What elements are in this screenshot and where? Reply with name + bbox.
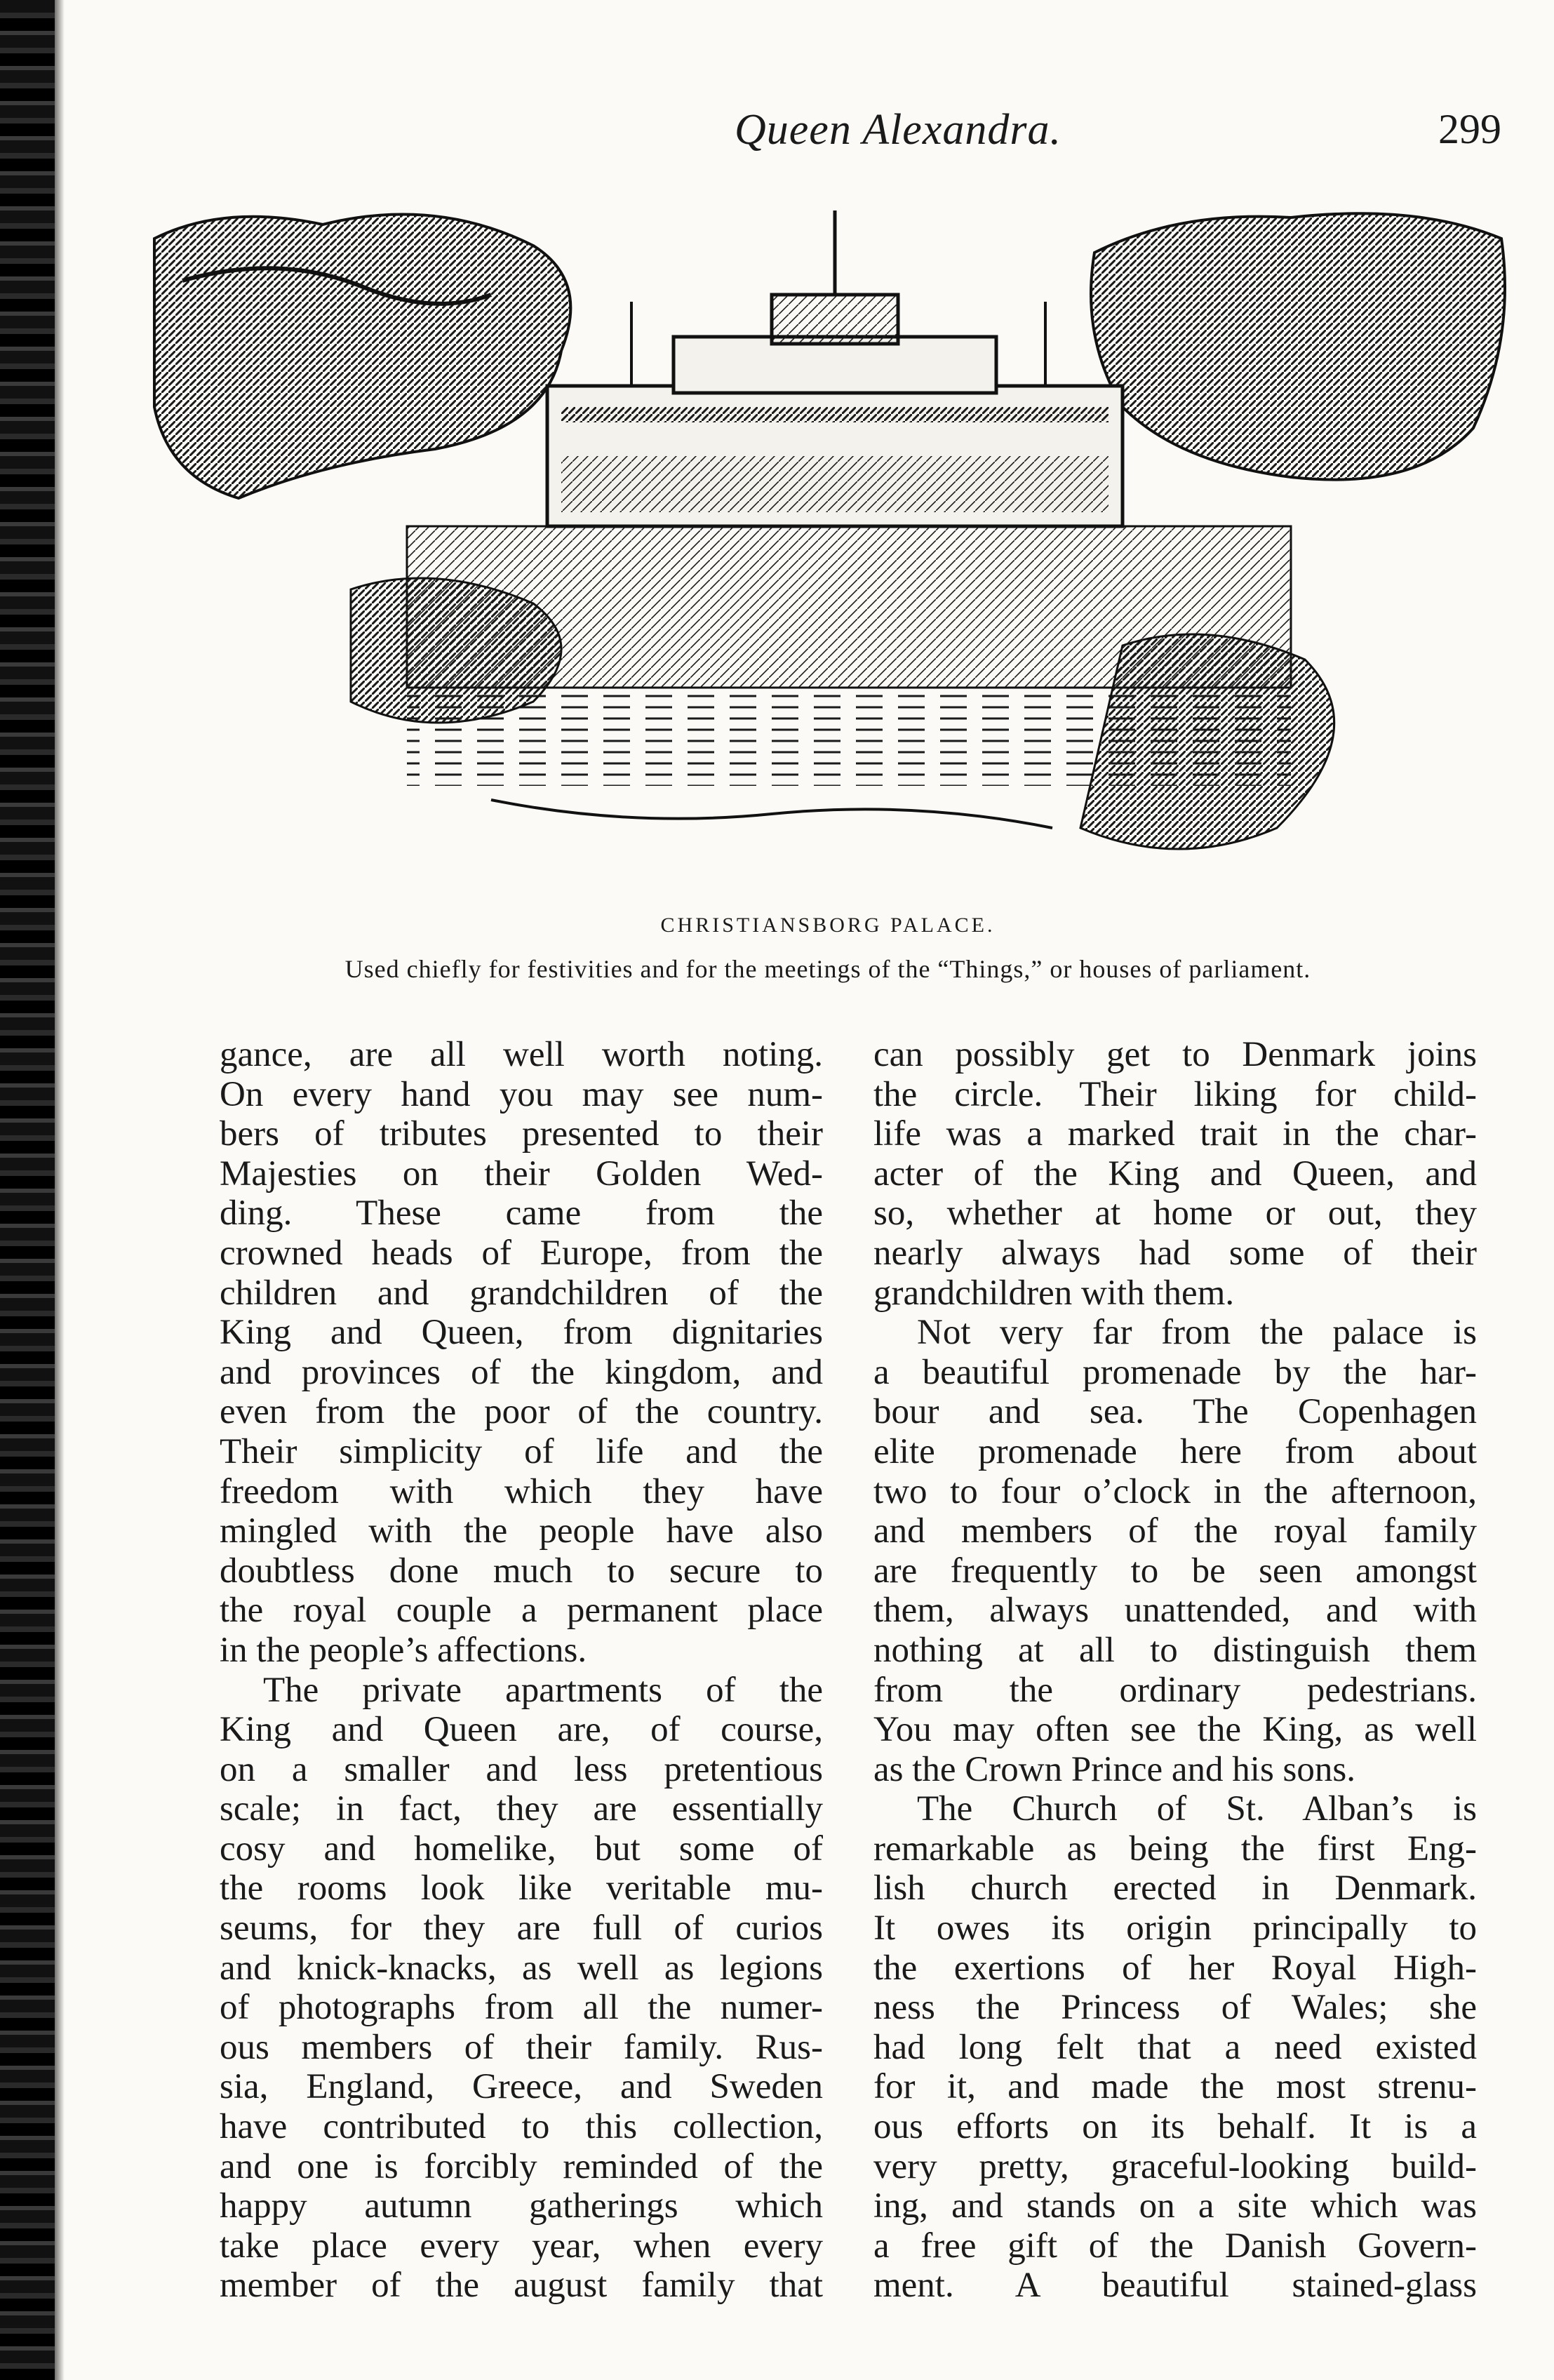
text-line: happy autumn gatherings which	[220, 2186, 823, 2226]
text-line: King and Queen are, of course,	[220, 1710, 823, 1750]
palace-building	[547, 210, 1123, 526]
text-line: remarkable as being the first Eng-	[873, 1829, 1477, 1868]
text-line: had long felt that a need existed	[873, 2027, 1477, 2067]
text-line: nothing at all to distinguish them	[873, 1630, 1477, 1670]
text-line: and members of the royal family	[873, 1511, 1477, 1551]
text-line: freedom with which they have	[220, 1471, 823, 1511]
text-line: The Church of St. Alban’s is	[917, 1789, 1477, 1829]
text-line: sia, England, Greece, and Sweden	[220, 2067, 823, 2107]
text-line: the exertions of her Royal High-	[873, 1948, 1477, 1988]
page-number: 299	[1438, 106, 1501, 152]
right-trees	[1091, 213, 1505, 479]
text-line: two to four o’clock in the afternoon,	[873, 1471, 1477, 1511]
text-line: The private apartments of the	[263, 1670, 823, 1710]
palace-illustration	[140, 196, 1515, 912]
text-line: Not very far from the palace is	[917, 1313, 1477, 1353]
text-line: and knick-knacks, as well as legions	[220, 1948, 823, 1988]
text-line: take place every year, when every	[220, 2226, 823, 2266]
text-line: so, whether at home or out, they	[873, 1194, 1477, 1234]
text-line: Majesties on their Golden Wed-	[220, 1154, 823, 1194]
text-line: a beautiful promenade by the har-	[873, 1352, 1477, 1392]
text-line: seums, for they are full of curios	[220, 1908, 823, 1948]
text-line: and provinces of the kingdom, and	[220, 1352, 823, 1392]
figure-caption-title: CHRISTIANSBORG PALACE.	[660, 914, 996, 937]
text-line: for it, and made the most strenu-	[873, 2067, 1477, 2107]
text-line: very pretty, graceful-looking build-	[873, 2146, 1477, 2186]
left-text-column	[220, 1035, 823, 2306]
text-line: in the people’s affections.	[220, 1630, 587, 1670]
text-line: even from the poor of the country.	[220, 1392, 823, 1432]
text-line: elite promenade here from about	[873, 1431, 1477, 1471]
text-line: ing, and stands on a site which was	[873, 2186, 1477, 2226]
text-line: It owes its origin principally to	[873, 1908, 1477, 1948]
text-line: the royal couple a permanent place	[220, 1591, 823, 1631]
text-line: the rooms look like veritable mu-	[220, 1868, 823, 1908]
text-line: life was a marked trait in the char-	[873, 1114, 1477, 1154]
text-line: ding. These came from the	[220, 1194, 823, 1234]
text-line: of photographs from all the numer-	[220, 1988, 823, 2028]
text-line: on a smaller and less pretentious	[220, 1749, 823, 1789]
text-line: ous members of their family. Rus-	[220, 2027, 823, 2067]
text-line: nearly always had some of their	[873, 1233, 1477, 1273]
text-line: children and grandchildren of the	[220, 1273, 823, 1313]
text-line: are frequently to be seen amongst	[873, 1551, 1477, 1591]
text-line: the circle. Their liking for child-	[873, 1074, 1477, 1114]
text-line: from the ordinary pedestrians.	[873, 1670, 1477, 1710]
running-header-title: Queen Alexandra.	[735, 106, 1061, 154]
right-text-column	[873, 1035, 1477, 2306]
text-line: and one is forcibly reminded of the	[220, 2146, 823, 2186]
text-line: On every hand you may see num-	[220, 1074, 823, 1114]
text-line: bers of tributes presented to their	[220, 1114, 823, 1154]
text-line: doubtless done much to secure to	[220, 1551, 823, 1591]
left-trees	[154, 214, 570, 498]
text-line: bour and sea. The Copenhagen	[873, 1392, 1477, 1432]
text-line: cosy and homelike, but some of	[220, 1829, 823, 1868]
text-line: a free gift of the Danish Govern-	[873, 2226, 1477, 2266]
text-line: scale; in fact, they are essentially	[220, 1789, 823, 1829]
text-line: as the Crown Prince and his sons.	[873, 1749, 1356, 1789]
text-line: member of the august family that	[220, 2266, 823, 2306]
text-line: crowned heads of Europe, from the	[220, 1233, 823, 1273]
text-line: acter of the King and Queen, and	[873, 1154, 1477, 1194]
text-line: ous efforts on its behalf. It is a	[873, 2107, 1477, 2147]
figure-caption-text: Used chiefly for festivities and for the meetings of the “Things,” or houses of parliament.	[344, 955, 1311, 983]
text-line: them, always unattended, and with	[873, 1591, 1477, 1631]
text-line: Their simplicity of life and the	[220, 1431, 823, 1471]
text-line: mingled with the people have also	[220, 1511, 823, 1551]
text-line: gance, are all well worth noting.	[220, 1035, 823, 1074]
text-line: King and Queen, from dignitaries	[220, 1313, 823, 1353]
text-line: can possibly get to Denmark joins	[873, 1035, 1477, 1074]
text-line: have contributed to this collection,	[220, 2107, 823, 2147]
text-line: You may often see the King, as well	[873, 1710, 1477, 1750]
text-line: grandchildren with them.	[873, 1273, 1235, 1313]
text-line: ness the Princess of Wales; she	[873, 1988, 1477, 2028]
text-line: ment. A beautiful stained-glass	[873, 2266, 1477, 2306]
text-line: lish church erected in Denmark.	[873, 1868, 1477, 1908]
book-spine-shadow	[0, 0, 55, 2380]
